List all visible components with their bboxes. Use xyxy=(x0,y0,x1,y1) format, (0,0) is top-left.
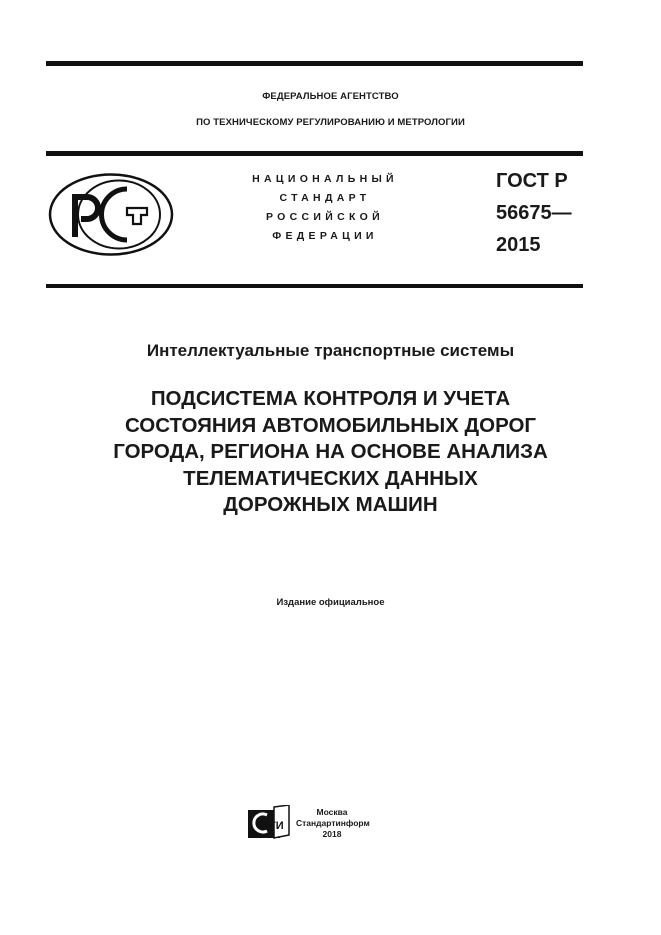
standartinform-logo-icon xyxy=(247,805,291,841)
title-line: СОСТОЯНИЯ АВТОМОБИЛЬНЫХ ДОРОГ xyxy=(124,413,537,437)
title-line: ПОДСИСТЕМА КОНТРОЛЯ И УЧЕТА xyxy=(150,387,511,410)
standard-designation xyxy=(496,165,572,261)
agency-line-1: ФЕДЕРАЛЬНОЕ АГЕНТСТВО xyxy=(262,91,399,102)
title-line: ГОРОДА, РЕГИОНА НА ОСНОВЕ АНАЛИЗА xyxy=(113,440,548,463)
title-line: ТЕЛЕМАТИЧЕСКИХ ДАННЫХ xyxy=(183,466,478,490)
national-standard-line: ФЕДЕРАЦИИ xyxy=(272,230,378,242)
rst-gost-logo-icon xyxy=(47,172,175,257)
national-standard-line: РОССИЙСКОЙ xyxy=(266,211,384,223)
svg-text:ТИ: ТИ xyxy=(269,820,284,832)
publication-year: 2018 xyxy=(322,829,342,839)
designation-line: 56675— xyxy=(496,202,572,224)
document-subtitle: Интеллектуальные транспортные системы xyxy=(146,341,515,360)
block-rule xyxy=(46,284,583,288)
designation-line: ГОСТ Р xyxy=(496,170,568,192)
publisher-name: Стандартинформ xyxy=(296,818,370,828)
edition-label: Издание официальное xyxy=(276,597,385,608)
agency-line-2: ПО ТЕХНИЧЕСКОМУ РЕГУЛИРОВАНИЮ И МЕТРОЛОГИИ xyxy=(196,117,465,128)
title-line: ДОРОЖНЫХ МАШИН xyxy=(223,493,438,516)
publisher-city: Москва xyxy=(316,807,348,817)
document-title xyxy=(0,386,661,519)
top-rule xyxy=(46,61,583,66)
publisher-info xyxy=(296,807,368,840)
national-standard-line: НАЦИОНАЛЬНЫЙ xyxy=(252,173,398,185)
national-standard-line: СТАНДАРТ xyxy=(279,192,371,204)
designation-line: 2015 xyxy=(496,234,541,256)
header-rule xyxy=(46,151,583,156)
national-standard-label xyxy=(230,170,420,246)
